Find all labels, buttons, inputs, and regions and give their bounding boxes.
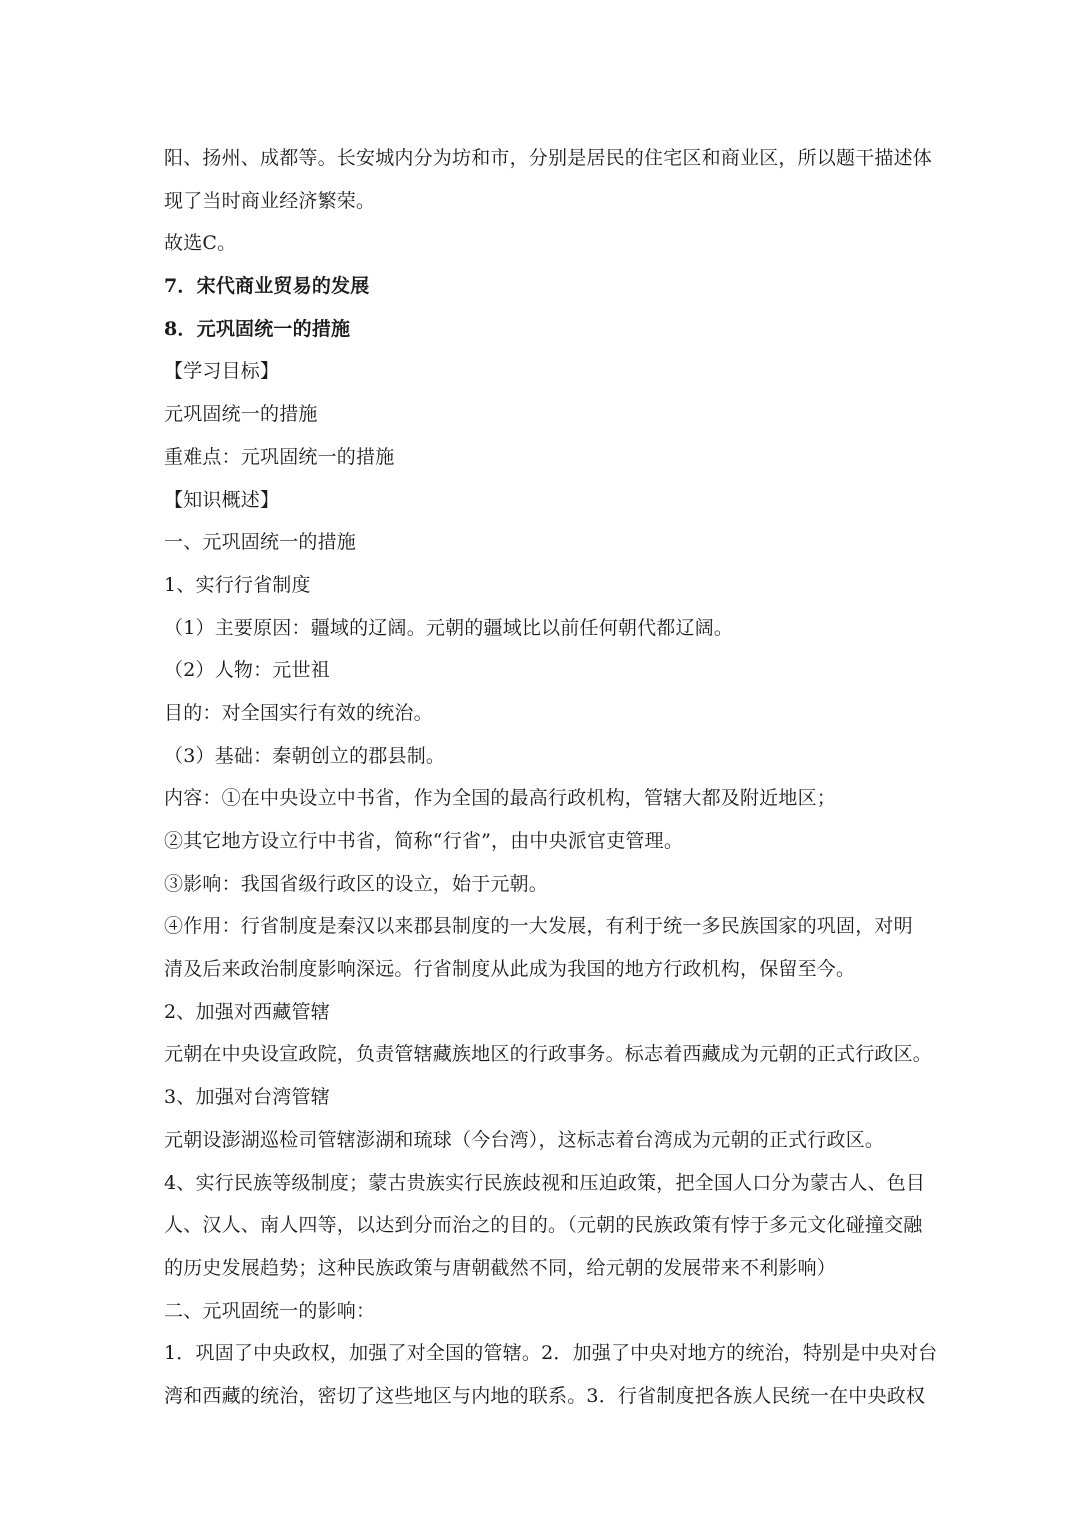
text-line: ③影响：我国省级行政区的设立，始于元朝。 xyxy=(164,872,549,895)
text-line: 现了当时商业经济繁荣。 xyxy=(164,189,376,212)
text-line: 4、实行民族等级制度；蒙古贵族实行民族歧视和压迫政策，把全国人口分为蒙古人、色目 xyxy=(164,1171,926,1194)
text-line: 内容：①在中央设立中书省，作为全国的最高行政机构，管辖大都及附近地区； xyxy=(164,787,837,810)
text-line: 湾和西藏的统治，密切了这些地区与内地的联系。3．行省制度把各族人民统一在中央政权 xyxy=(164,1384,926,1407)
text-line: 1．巩固了中央政权，加强了对全国的管辖。2．加强了中央对地方的统治，特别是中央对台 xyxy=(164,1342,938,1365)
text-line: 二、元巩固统一的影响： xyxy=(164,1299,376,1322)
text-line: 阳、扬州、成都等。长安城内分为坊和市，分别是居民的住宅区和商业区，所以题干描述体 xyxy=(164,147,933,169)
text-line: 【学习目标】 xyxy=(164,360,280,383)
text-line: 【知识概述】 xyxy=(164,488,280,511)
text-line: ④作用：行省制度是秦汉以来郡县制度的一大发展，有利于统一多民族国家的巩固，对明 xyxy=(164,915,913,938)
text-line: 目的：对全国实行有效的统治。 xyxy=(164,701,433,724)
text-line: 故选C。 xyxy=(164,232,237,255)
section-heading: 8．元巩固统一的措施 xyxy=(164,317,351,340)
text-line: （2）人物：元世祖 xyxy=(164,659,330,682)
text-line: 元朝设澎湖巡检司管辖澎湖和琉球（今台湾），这标志着台湾成为元朝的正式行政区。 xyxy=(164,1128,885,1151)
text-line: 人、汉人、南人四等，以达到分而治之的目的。（元朝的民族政策有悖于多元文化碰撞交融 xyxy=(164,1214,923,1237)
text-line: 元朝在中央设宣政院，负责管辖藏族地区的行政事务。标志着西藏成为元朝的正式行政区。 xyxy=(164,1043,933,1066)
document-page xyxy=(164,137,938,1418)
text-line: 一、元巩固统一的措施 xyxy=(164,531,357,554)
text-line: 1、实行行省制度 xyxy=(164,573,311,596)
text-line: 3、加强对台湾管辖 xyxy=(164,1086,330,1109)
text-line: （1）主要原因：疆域的辽阔。元朝的疆域比以前任何朝代都辽阔。 xyxy=(164,616,734,639)
text-line: 重难点：元巩固统一的措施 xyxy=(164,445,395,468)
text-line: 的历史发展趋势；这种民族政策与唐朝截然不同，给元朝的发展带来不利影响） xyxy=(164,1256,837,1279)
section-heading: 7．宋代商业贸易的发展 xyxy=(164,275,370,298)
text-line: 清及后来政治制度影响深远。行省制度从此成为我国的地方行政机构，保留至今。 xyxy=(164,958,856,981)
text-line: 元巩固统一的措施 xyxy=(164,403,318,426)
text-line: 2、加强对西藏管辖 xyxy=(164,1000,330,1023)
text-line: （3）基础：秦朝创立的郡县制。 xyxy=(164,744,446,767)
text-line: ②其它地方设立行中书省，简称“行省”，由中央派官吏管理。 xyxy=(164,830,684,852)
